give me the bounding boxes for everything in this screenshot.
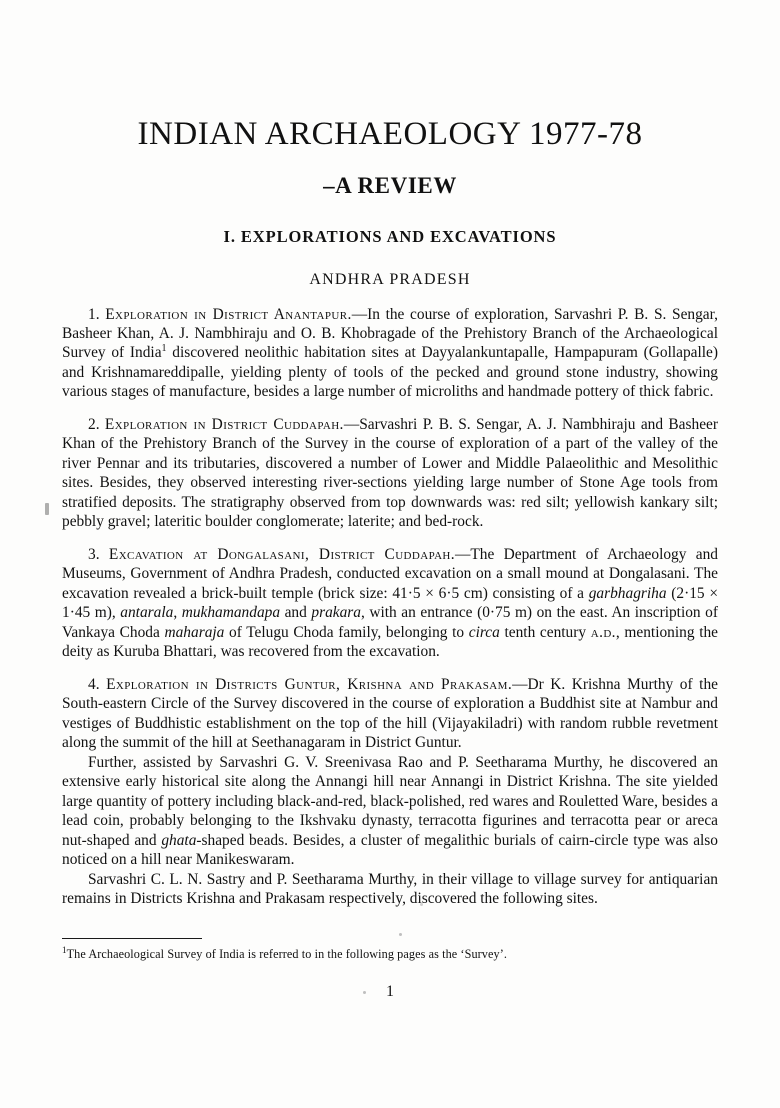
text-run: , — [173, 604, 182, 622]
scan-margin-mark — [45, 503, 49, 515]
italic-term: garbhagriha — [588, 584, 667, 602]
entry-body-2: Sarvashri P. B. S. Sengar, A. J. Nambhiraju and Basheer Khan of the Prehistory Branch of the Survey in the course of exploration of a part of the valley of the river Pennar and its tributaries, discovered a number of Lower and Middle Palaeolithic and Mesolithic sites. Besides, they observed interesting river-sections yielding large number of Stone Age tools from stratified deposits. The stratigraphy observed from top downwards was: red silt; yellowish kankary silt; pebbly gravel; lateritic boulder conglomerate; laterite; and bed-rock. — [62, 415, 718, 531]
entry-number-3: 3. — [88, 545, 100, 563]
entry-dash-3: — — [455, 545, 471, 563]
page-title: INDIAN ARCHAEOLOGY 1977-78 — [137, 116, 643, 152]
entry-paragraph-3 — [62, 545, 718, 662]
continuation-paragraph-2 — [62, 870, 718, 909]
page-subtitle: –A REVIEW — [323, 173, 457, 198]
italic-term: maharaja — [164, 623, 225, 641]
scan-speck — [363, 991, 366, 994]
italic-term: ghata — [161, 831, 197, 849]
entry-body-1b: discovered neolithic habitation sites at Dayyalankuntapalle, Hampapuram (Gollapalle) and Krishnamareddipalle, yielding plenty of tools of the pecked and ground stone industry, showing various stages of manufacture, besides a large number of microliths and handmade pottery of thick fabric. — [62, 344, 718, 401]
text-run: of Telugu Choda family, belonging to — [224, 623, 469, 641]
state-heading: ANDHRA PRADESH — [309, 270, 471, 288]
text-run: Sarvashri C. L. N. Sastry and P. Seetharama Murthy, in their village to village survey for antiquarian remains in Districts Krishna and Prakasam respectively, discovered the following sites. — [62, 870, 718, 908]
page-content — [62, 0, 718, 922]
entry-heading-1: Exploration in District Anantapur. — [105, 305, 352, 323]
entry-heading-3: Excavation at Dongalasani, District Cuddapah. — [108, 545, 456, 563]
footnote-entry — [62, 944, 718, 962]
entry-paragraph-1 — [62, 305, 718, 402]
italic-term: mukhamandapa — [181, 604, 281, 622]
text-run: , mentioning the deity as Kuruba Bhattari, was recovered from the excavation. — [62, 623, 718, 661]
scan-speck — [399, 933, 402, 936]
footnote-area — [62, 938, 718, 962]
text-run: The Department of Archaeology and Museums, Government of Andhra Pradesh, conducted excavation on a small mound at Dongalasani. The excavation revealed a brick-built temple (brick size: 41·5 × 6·5 cm) consisting of a — [62, 545, 718, 602]
italic-term: prakara — [311, 604, 361, 622]
entry-number-4: 4. — [88, 675, 100, 693]
text-run: (2·15 × 1·45 m), — [62, 584, 718, 622]
page-number: 1 — [386, 983, 394, 1000]
footnote-separator-rule — [62, 938, 202, 939]
body-text — [62, 288, 718, 909]
footnote-body: The Archaeological Survey of India is referred to in the following pages as the ‘Survey’. — [66, 947, 508, 961]
entry-body-4: Dr K. Krishna Murthy of the South-eastern Circle of the Survey discovered in the course of exploration a Buddhist site at Nambur and vestiges of Buddhistic establishment on the top of the hill (Vijayakiladri) with random rubble revetment along the summit of the hill at Seethanagaram in District Guntur. — [62, 675, 718, 752]
entry-dash-4: — — [512, 675, 528, 693]
entry-heading-4: Exploration in Districts Guntur, Krishna and Prakasam. — [106, 675, 513, 693]
entry-paragraph-4 — [62, 675, 718, 753]
footnote-marker: 1 — [62, 944, 67, 955]
entry-heading-2: Exploration in District Cuddapah. — [104, 415, 344, 433]
entry-dash-2: — — [343, 415, 360, 433]
footnote-reference-1[interactable]: 1 — [161, 343, 167, 355]
continuation-paragraph-1 — [62, 753, 718, 870]
text-run: -shaped beads. Besides, a cluster of megalithic burials of cairn-circle type was also noticed on a hill near Manikeswaram. — [62, 831, 718, 869]
scan-speck — [420, 903, 423, 906]
entry-number-2: 2. — [88, 415, 100, 433]
italic-term: circa — [468, 623, 500, 641]
text-run: Further, assisted by Sarvashri G. V. Sreenivasa Rao and P. Seetharama Murthy, he discovered an extensive early historical site along the Annangi hill near Annangi in District Krishna. The site yielded large quantity of pottery including black-and-red, black-polished, red wares and Rouletted Ware, besides a lead coin, probably belonging to the Ikshvaku dynasty, terracotta figurines and terracotta pear or areca nut-shaped and — [62, 753, 718, 849]
small-caps-term: a.d. — [590, 623, 616, 641]
text-run: , with an entrance (0·75 m) on the east. An inscription of Vankaya Choda — [62, 604, 718, 641]
italic-term: antarala — [120, 604, 174, 622]
entry-body-1a: In the course of exploration, Sarvashri P. B. S. Sengar, Basheer Khan, A. J. Nambhiraju and O. B. Khobragade of the Prehistory Branch of the Archaeological Survey of India — [62, 305, 718, 362]
entry-dash-1: — — [351, 305, 368, 323]
continuation-body-2 — [62, 871, 718, 907]
text-run: and — [280, 604, 312, 622]
continuation-body-1 — [62, 754, 718, 868]
section-heading: I. EXPLORATIONS AND EXCAVATIONS — [223, 227, 557, 246]
entry-paragraph-2 — [62, 415, 718, 532]
text-run: tenth century — [499, 623, 591, 641]
entry-number-1: 1. — [88, 305, 100, 323]
